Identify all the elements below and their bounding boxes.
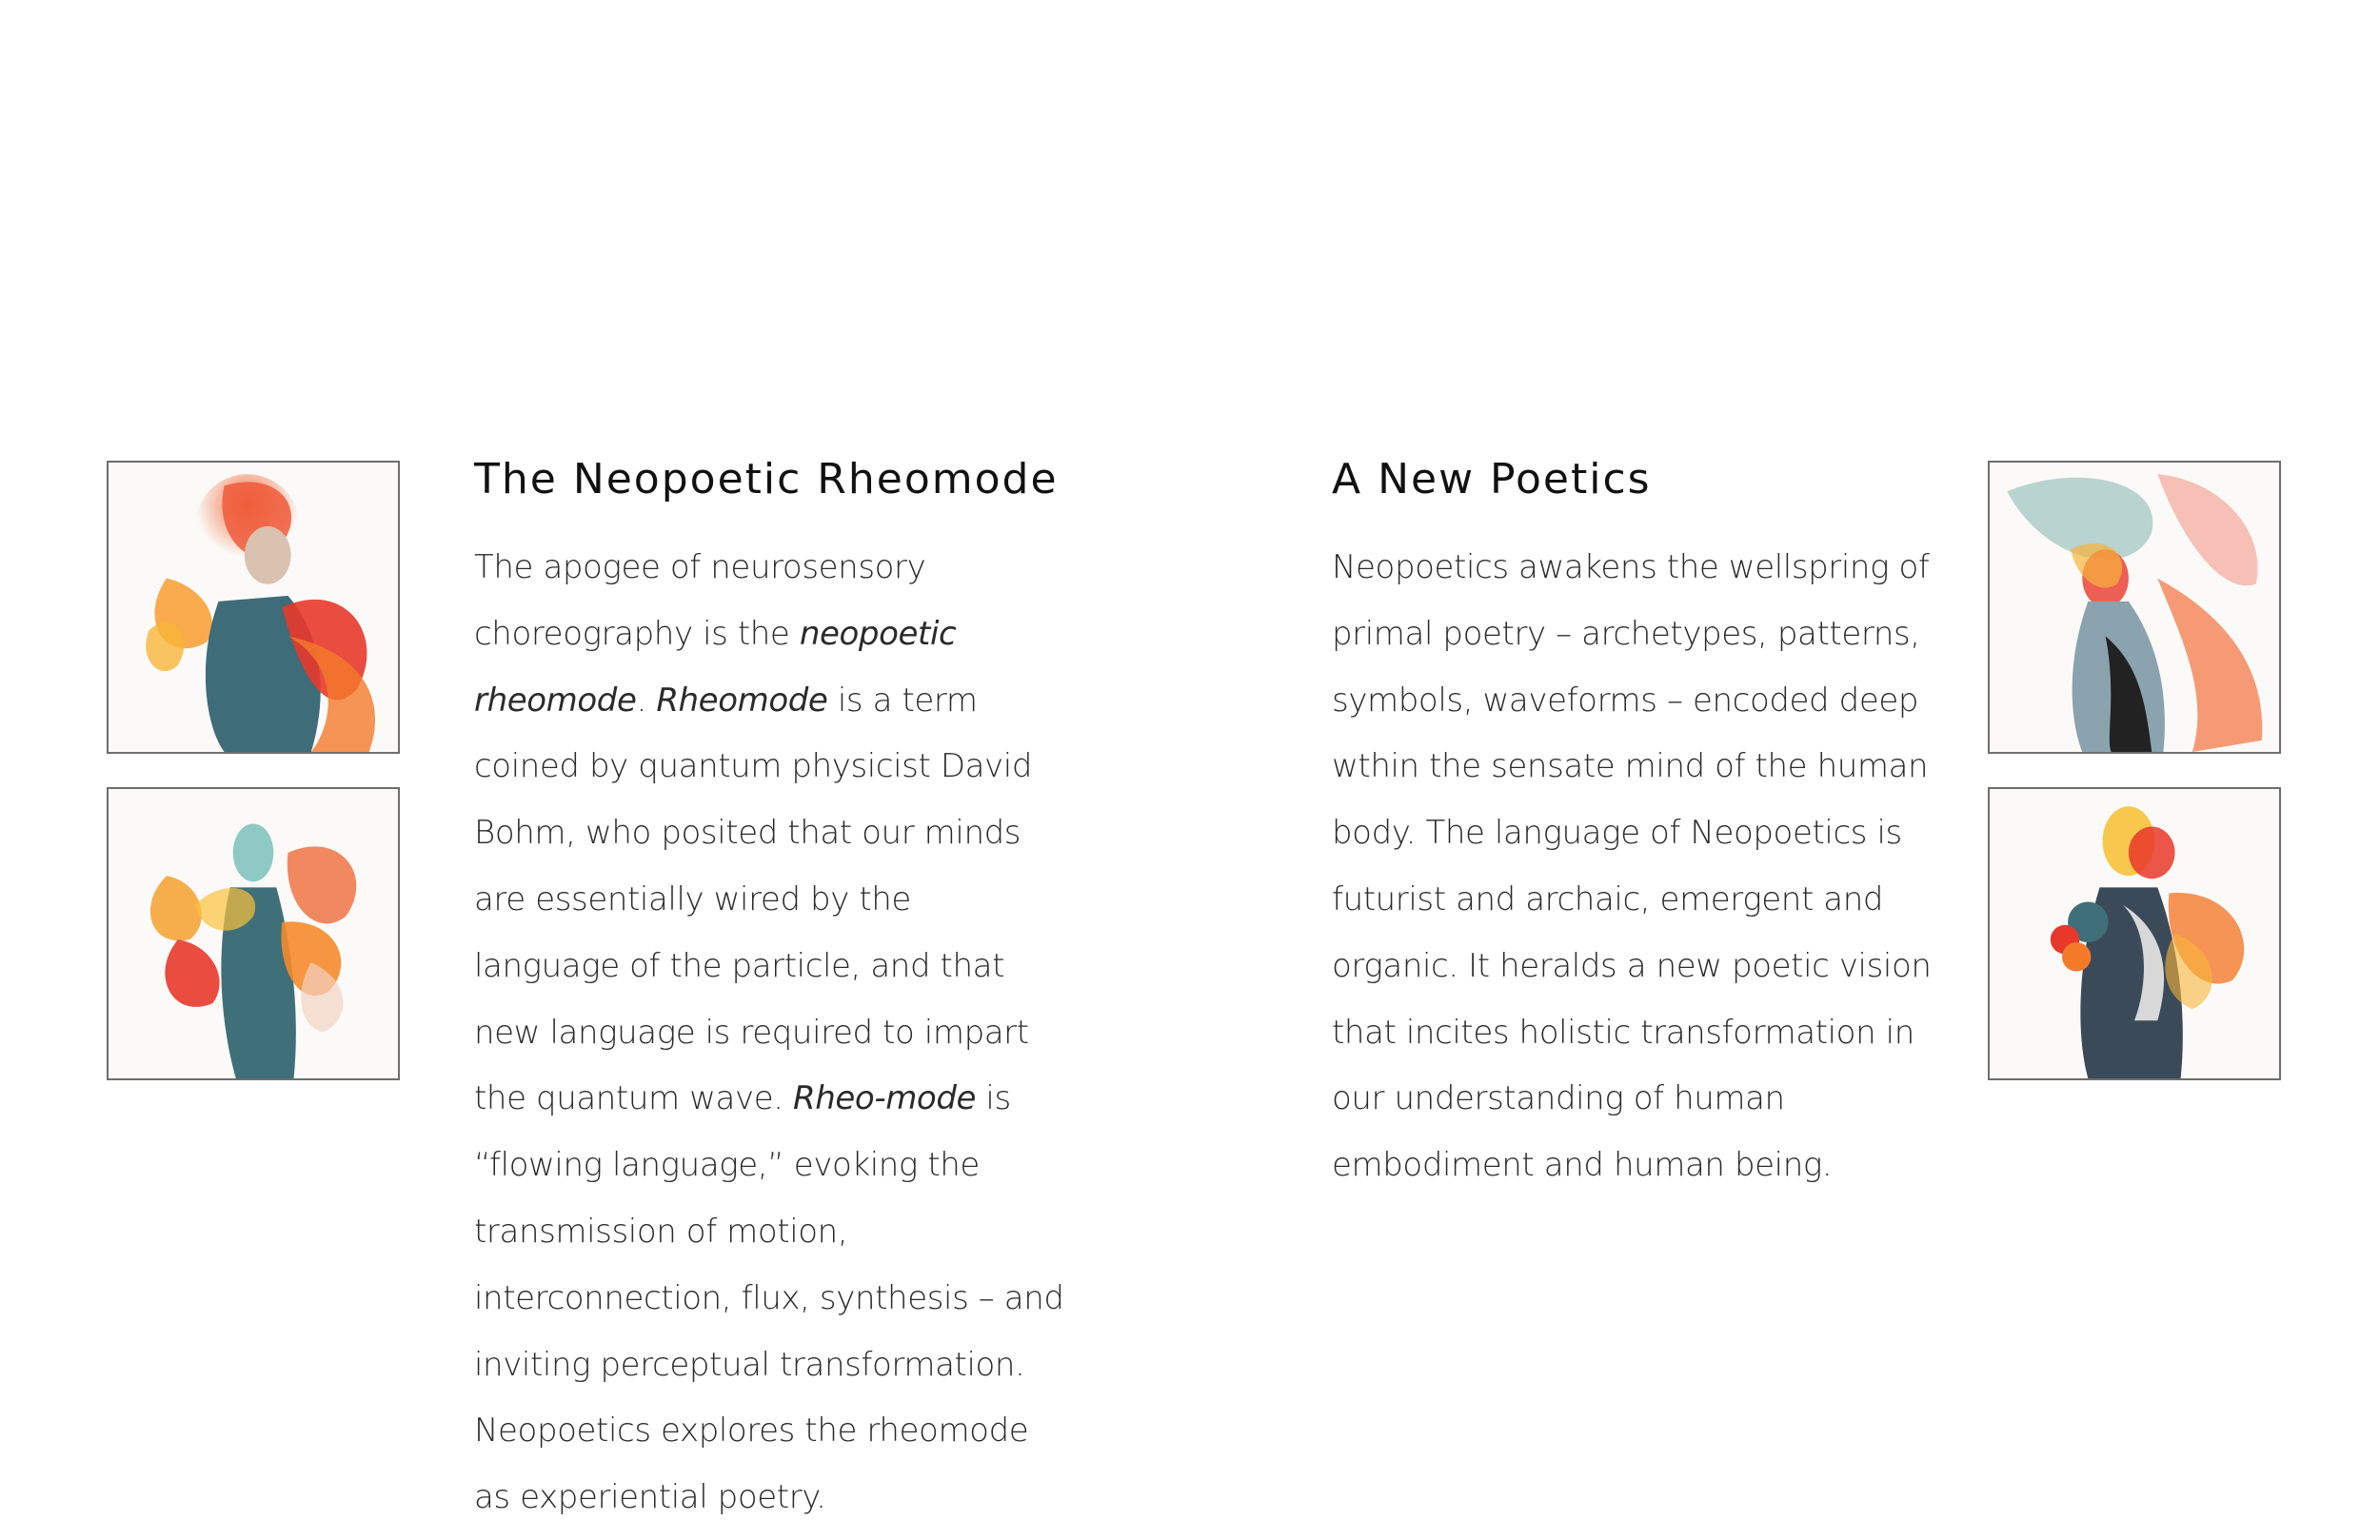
artwork-image-2 — [107, 787, 400, 1080]
body-text: The apogee of neurosensory choreography is the — [474, 548, 926, 653]
section-title: The Neopoetic Rheomode — [474, 455, 1059, 503]
section-title: A New Poetics — [1332, 455, 1652, 503]
artwork-image-3 — [1988, 461, 2281, 754]
body-text: is a term coined by quantum physicist David Bohm, who posited that our minds are essentially wired by the language of the particle, and that new language is required to impart the quantum wave. — [474, 681, 1033, 1118]
new-poetics-section — [1332, 449, 1932, 1199]
artwork-image-4 — [1988, 787, 2281, 1080]
section-body — [474, 535, 1064, 1531]
neopoetic-rheomode-section — [474, 449, 1064, 1531]
artwork-image-1 — [107, 461, 400, 754]
body-text: is “flowing language,” evoking the transmission of motion, interconnection, flux, synthesis – and inviting perceptual transformation. Neopoetics explores the rheomode as experiential poetry. — [474, 1079, 1064, 1517]
body-emphasis: Rheomode — [656, 681, 828, 720]
body-emphasis: neopoetic rheomode — [474, 614, 957, 720]
body-emphasis: Rheo-mode — [793, 1079, 977, 1118]
body-text: . — [636, 681, 657, 720]
section-body: Neopoetics awakens the wellspring of primal poetry – archetypes, patterns, symbols, waveforms – encoded deep wthin the sensate mind of the human body. The language of Neopoetics is futurist and archaic, emergent and organic. It heralds a new poetic vision that incites holistic transformation in our understanding of human embodiment and human being. — [1332, 548, 1932, 1185]
